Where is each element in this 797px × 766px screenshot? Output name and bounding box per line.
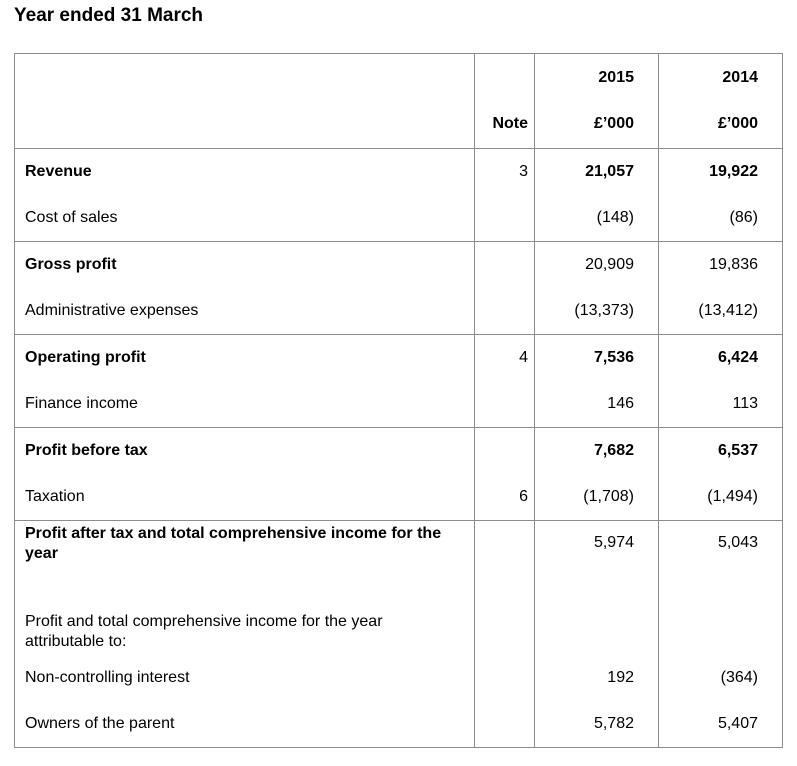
taxation-2014: (1,494) bbox=[707, 488, 758, 505]
profit-after-tax-label: Profit after tax and total comprehensive income for the year bbox=[25, 525, 442, 562]
table-row bbox=[15, 428, 783, 521]
header-description-cell bbox=[15, 54, 475, 149]
taxation-label: Taxation bbox=[25, 488, 85, 505]
nci-label: Non-controlling interest bbox=[25, 669, 190, 686]
taxation-note: 6 bbox=[519, 488, 528, 505]
gross-profit-2014: 19,836 bbox=[709, 256, 758, 273]
cost-of-sales-2015: (148) bbox=[596, 209, 634, 226]
profit-after-tax-2014: 5,043 bbox=[717, 534, 758, 551]
table-row bbox=[15, 521, 783, 748]
operating-profit-2015: 7,536 bbox=[593, 349, 634, 366]
profit-before-tax-2015: 7,682 bbox=[593, 442, 634, 459]
revenue-label: Revenue bbox=[25, 163, 92, 180]
header-note-cell bbox=[475, 54, 535, 149]
revenue-2014: 19,922 bbox=[709, 163, 758, 180]
header-row bbox=[15, 54, 783, 149]
header-2015-cell bbox=[535, 54, 659, 149]
gross-profit-2015: 20,909 bbox=[585, 256, 634, 273]
nci-2014: (364) bbox=[720, 669, 758, 686]
income-statement-table bbox=[14, 53, 783, 748]
revenue-note: 3 bbox=[519, 163, 528, 180]
admin-expenses-2015: (13,373) bbox=[574, 302, 634, 319]
finance-income-2014: 113 bbox=[732, 395, 758, 412]
admin-expenses-2014: (13,412) bbox=[698, 302, 758, 319]
profit-after-tax-2015: 5,974 bbox=[593, 534, 634, 551]
table-row bbox=[15, 242, 783, 335]
owners-2014: 5,407 bbox=[717, 715, 758, 732]
attributable-label: Profit and total comprehensive income for the year attributable to: bbox=[25, 613, 383, 650]
finance-income-label: Finance income bbox=[25, 395, 138, 412]
nci-2015: 192 bbox=[607, 669, 634, 686]
note-column-header: Note bbox=[492, 115, 528, 132]
finance-income-2015: 146 bbox=[607, 395, 634, 412]
cost-of-sales-label: Cost of sales bbox=[25, 209, 118, 226]
unit-2014-header: £’000 bbox=[717, 115, 758, 132]
owners-label: Owners of the parent bbox=[25, 715, 175, 732]
table-row bbox=[15, 149, 783, 242]
year-2015-header: 2015 bbox=[598, 69, 634, 86]
owners-2015: 5,782 bbox=[593, 715, 634, 732]
cost-of-sales-2014: (86) bbox=[729, 209, 758, 226]
revenue-2015: 21,057 bbox=[585, 163, 634, 180]
statement-heading: Year ended 31 March bbox=[14, 5, 204, 26]
gross-profit-label: Gross profit bbox=[25, 256, 117, 273]
header-2014-cell bbox=[659, 54, 783, 149]
profit-before-tax-label: Profit before tax bbox=[25, 442, 148, 459]
profit-before-tax-2014: 6,537 bbox=[717, 442, 758, 459]
year-2014-header: 2014 bbox=[722, 69, 758, 86]
operating-profit-note: 4 bbox=[519, 349, 528, 366]
unit-2015-header: £’000 bbox=[593, 115, 634, 132]
admin-expenses-label: Administrative expenses bbox=[25, 302, 199, 319]
taxation-2015: (1,708) bbox=[583, 488, 634, 505]
operating-profit-label: Operating profit bbox=[25, 349, 146, 366]
operating-profit-2014: 6,424 bbox=[717, 349, 758, 366]
table-row bbox=[15, 335, 783, 428]
